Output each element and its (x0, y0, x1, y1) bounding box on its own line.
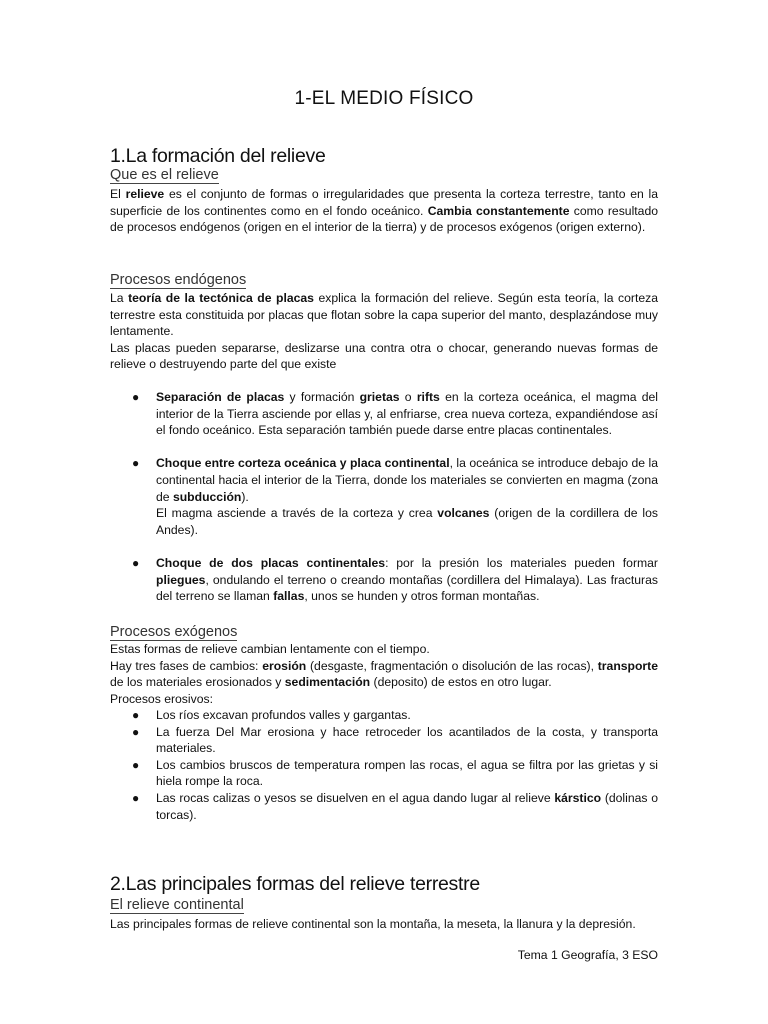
paragraph-exogenos: Estas formas de relieve cambian lentamente con el tiempo. Hay tres fases de cambios: erosión (desgaste, fragmentación o disolución de las rocas), transporte de los materiales erosionados y sedimentación (deposito) de estos en otro lugar. Procesos erosivos: (110, 642, 659, 706)
erosive-processes-list (110, 707, 658, 823)
subheading-procesos-exogenos: Procesos exógenos (110, 624, 238, 640)
bullet-icon: ● (132, 724, 140, 739)
list-item: ● Choque de dos placas continentales: por la presión los materiales pueden formar pliegues, ondulando el terreno o creando montañas (cordillera del Himalaya). Las fracturas del terreno se llaman fallas, unos se hunden y otros forman montañas. (132, 555, 658, 604)
paragraph-tectonica: La teoría de la tectónica de placas explica la formación del relieve. Según esta teoría, la corteza terrestre esta constituida por placas que flotan sobre la capa superior del manto, desplazándose muy lentamente. Las placas pueden separarse, deslizarse una contra otra o chocar, generando nuevas formas de relieve o destruyendo parte del que existe (110, 291, 658, 372)
bullet-icon: ● (132, 790, 140, 805)
paragraph-relieve-definition: El relieve es el conjunto de formas o irregularidades que presenta la corteza terrestre, tanto en la superficie de los continentes como en el fondo oceánico. Cambia constantemente como resultado de procesos endógenos (origen en el interior de la tierra) y de procesos exógenos (origen externo). (110, 187, 659, 235)
bullet-icon: ● (132, 555, 140, 570)
subheading-procesos-endogenos: Procesos endógenos (110, 272, 247, 288)
page-footer: Tema 1 Geografía, 3 ESO (517, 948, 658, 962)
list-item: ● La fuerza Del Mar erosiona y hace retroceder los acantilados de la costa, y transporta materiales. (132, 724, 658, 756)
paragraph-relieve-continental: Las principales formas de relieve continental son la montaña, la meseta, la llanura y la depresión. (110, 917, 636, 931)
subheading-relieve-continental: El relieve continental (110, 897, 244, 913)
subheading-que-es-el-relieve: Que es el relieve (110, 167, 219, 183)
list-item: ● Choque entre corteza oceánica y placa continental, la oceánica se introduce debajo de la continental hacia el interior de la Tierra, donde los materiales se convierten en magma (zona de subducción). El magma asciende a través de la corteza y crea volcanes (origen de la cordillera de los Andes). (132, 456, 658, 537)
bullet-icon: ● (132, 456, 140, 471)
section-2-heading: 2.Las principales formas del relieve terrestre (110, 873, 480, 895)
section-1-heading: 1.La formación del relieve (110, 145, 326, 167)
list-item: ● Los cambios bruscos de temperatura rompen las rocas, el agua se filtra por las grietas y si hiela rompe la roca. (132, 757, 658, 789)
list-item: ● Los ríos excavan profundos valles y gargantas. (132, 708, 411, 722)
list-item: ● Separación de placas y formación grietas o rifts en la corteza oceánica, el magma del interior de la Tierra asciende por ellas y, al enfriarse, crea nueva corteza, expandiéndose así el fondo oceánico. Esta separación también puede darse entre placas continentales. (132, 390, 658, 438)
bullet-icon: ● (132, 708, 140, 722)
bullet-icon: ● (132, 390, 140, 404)
page-title: 1-EL MEDIO FÍSICO (294, 88, 474, 109)
list-item: ● Las rocas calizas o yesos se disuelven en el agua dando lugar al relieve kárstico (dolinas o torcas). (132, 790, 658, 822)
bullet-icon: ● (132, 757, 140, 772)
endogenous-list (110, 389, 658, 621)
